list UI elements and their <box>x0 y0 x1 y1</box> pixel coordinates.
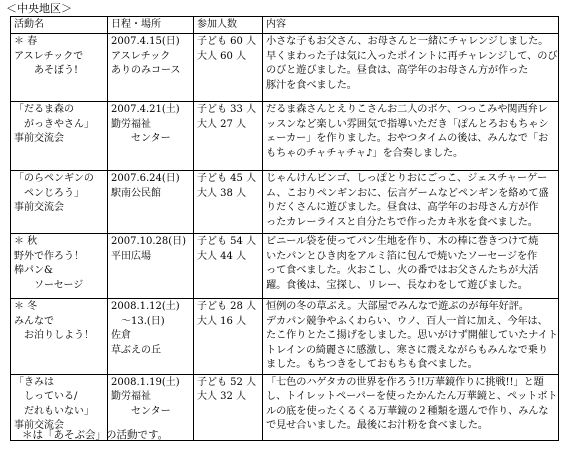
date-place-line: 2007.4.15(日) <box>111 36 180 47</box>
table-row <box>11 34 559 102</box>
participants-line: 子ども 54 人 <box>197 236 257 247</box>
content-line: 「七色のハゲタカの世界を作ろう!!万華鏡作りに挑戦!!」と題 <box>266 376 544 388</box>
content-cell <box>263 34 559 102</box>
date-place-line: 2008.1.12(土) <box>111 301 180 312</box>
header-participants: 参加人数 <box>194 17 263 34</box>
activity-line: 「のらペンギンの <box>14 173 94 184</box>
activity-line: みんなで <box>14 315 54 327</box>
content-line: いたパンとひき肉をアルミ箔に包んで焼いたソーセージを作 <box>266 250 538 262</box>
activity-line: アスレチックで <box>14 50 84 62</box>
activity-cell <box>11 299 108 375</box>
participants-line: 大人 27 人 <box>197 118 247 130</box>
activity-line: 野外で作ろう！ <box>14 250 84 262</box>
content-line: りだくさんに遊びました。昼食は、高学年のお母さん方が作 <box>266 202 539 213</box>
content-line: じゃんけんビンゴ、しっぽとりおにごっこ、ジェスチャーゲー <box>266 173 548 184</box>
activity-line: がっきやさん」 <box>14 118 94 130</box>
participants-line: 子ども 60 人 <box>197 36 257 47</box>
date-place-line: 佐倉 <box>111 330 131 341</box>
participants-cell <box>194 102 263 171</box>
content-line: 小さな子もお父さん、お母さんと一緒にチャレンジしました。 <box>266 36 549 47</box>
participants-cell <box>194 234 263 299</box>
participants-line: 子ども 28 人 <box>197 301 257 312</box>
header-date-place: 日程・場所 <box>108 17 194 34</box>
date-place-line: 2008.1.19(土) <box>111 376 180 388</box>
content-line: 躍。食後は、宝探し、リレー、長なわをして遊びました。 <box>266 279 528 291</box>
activity-line: 事前交流会 <box>14 420 64 431</box>
header-content: 内容 <box>263 17 559 34</box>
activity-cell <box>11 102 108 171</box>
date-place-line: 2007.4.21(土) <box>111 104 180 115</box>
content-cell <box>263 374 559 440</box>
activity-table <box>10 16 559 441</box>
content-line: ッスンなど楽しい雰囲気で指導いただき「ぽんとろおもちゃシ <box>266 118 549 130</box>
date-place-cell <box>108 234 194 299</box>
activity-line: お泊りしよう！ <box>14 330 94 341</box>
table-row <box>11 234 559 299</box>
date-place-line: センター <box>111 405 171 417</box>
content-line: だるま森さんとえりこさんお二人のボケ、つっこみや関西弁レ <box>266 104 548 115</box>
content-line: たこ作りとたこ揚げをしました。思いがけず開催していたナイト <box>266 330 558 341</box>
date-place-line: 平田広場 <box>111 250 151 262</box>
date-place-line: 2007.10.28(日) <box>111 236 187 247</box>
content-line: 恒例の冬の草ぶえ。大部屋でみんなで遊ぶのが毎年好評。 <box>266 301 529 312</box>
content-line: ルの底を使ったくるくる万華鏡の２種類を選んで作り、みんな <box>266 405 549 417</box>
date-place-cell <box>108 34 194 102</box>
content-line: ェーカー」を作りました。おやつタイムの後は、みんなで「お <box>266 133 549 144</box>
content-cell <box>263 171 559 234</box>
participants-line: 大人 44 人 <box>197 250 247 262</box>
activity-cell <box>11 171 108 234</box>
activity-line: ＊ 秋 <box>14 236 38 247</box>
footnote: ＊は「あそぶ会」の活動です。 <box>22 429 169 441</box>
activity-line: しっている/ <box>14 391 78 402</box>
content-line: って食べました。火おこし、火の番ではお父さんたちが大活 <box>266 265 539 276</box>
date-place-line: アスレチック <box>111 50 171 62</box>
content-line: ったカレーライスと自分たちで作ったカキ氷を食べました。 <box>266 216 538 228</box>
activity-line: ＊ 春 <box>14 36 38 47</box>
participants-line: 大人 16 人 <box>197 315 247 327</box>
content-cell <box>263 102 559 171</box>
date-place-line: 草ぶえの丘 <box>111 344 161 356</box>
date-place-line: 勤労福祉 <box>111 118 151 130</box>
activity-cell <box>11 34 108 102</box>
content-line: のびと遊びました。昼食は、高学年のお母さん方が作った <box>266 65 529 76</box>
table-row <box>11 171 559 234</box>
content-line: し、トイレットペーパーを使ったかんたん万華鏡と、ペットボト <box>266 391 558 402</box>
content-line: で見せ合いました。最後にお汁粉を食べました。 <box>266 420 488 431</box>
content-line: ビニール袋を使ってパン生地を作り、木の棒に巻きつけて焼 <box>266 236 539 247</box>
date-place-line: 2007.6.24(日) <box>111 173 180 184</box>
content-line: 豚汁を食べました。 <box>266 79 357 91</box>
content-line: トレインの綺麗さに感激し、寒さに震えながらもみんなで乗り <box>266 344 548 356</box>
participants-cell <box>194 171 263 234</box>
date-place-cell <box>108 171 194 234</box>
date-place-line: ～13.(日) <box>111 315 165 327</box>
content-line: ム、こおりペンギンおに、伝言ゲームなどペンギンを絡めて盛 <box>266 187 549 199</box>
content-cell <box>263 234 559 299</box>
area-title: ＜中央地区＞ <box>6 2 72 15</box>
activity-line: 事前交流会 <box>14 202 64 213</box>
activity-line: ペンじろう」 <box>14 187 84 199</box>
table-header-row <box>11 17 559 34</box>
participants-cell <box>194 299 263 375</box>
activity-line: 「きみは <box>14 376 54 388</box>
content-line: デカパン競争やふくわらい、ウノ、百人一首に加え、今年は、 <box>266 315 548 327</box>
activity-line: あそぼう! <box>14 65 79 76</box>
header-activity: 活動名 <box>11 17 108 34</box>
activity-cell <box>11 234 108 299</box>
content-line: 早くまわった子は気に入ったポイントに再チャレンジして、のび <box>266 50 558 62</box>
table-row <box>11 299 559 375</box>
participants-line: 大人 32 人 <box>197 391 247 402</box>
activity-line: 棒パン& <box>14 265 53 276</box>
participants-cell <box>194 374 263 440</box>
date-place-line: 駅南公民館 <box>111 187 161 199</box>
participants-line: 子ども 33 人 <box>197 104 257 115</box>
activity-line: 事前交流会 <box>14 133 64 144</box>
table-row <box>11 102 559 171</box>
participants-line: 子ども 52 人 <box>197 376 257 388</box>
activity-line: 「だるま森の <box>14 104 74 115</box>
content-line: もちゃのチャチャチャ♪」を合奏しました。 <box>266 147 464 159</box>
participants-line: 子ども 45 人 <box>197 173 257 184</box>
table-body <box>11 34 559 441</box>
date-place-line: 勤労福祉 <box>111 391 151 402</box>
activity-line: ソーセージ <box>14 279 84 291</box>
activity-line: だれもいない」 <box>14 405 94 417</box>
participants-cell <box>194 34 263 102</box>
date-place-line: ありのみコース <box>111 65 181 76</box>
participants-line: 大人 60 人 <box>197 50 247 62</box>
date-place-line: センター <box>111 133 171 144</box>
date-place-cell <box>108 299 194 375</box>
content-cell <box>263 299 559 375</box>
activity-line: ＊ 冬 <box>14 301 38 312</box>
date-place-cell <box>108 102 194 171</box>
participants-line: 大人 38 人 <box>197 187 247 199</box>
content-line: ました。もちつきをしておもちも食べました。 <box>266 359 478 370</box>
